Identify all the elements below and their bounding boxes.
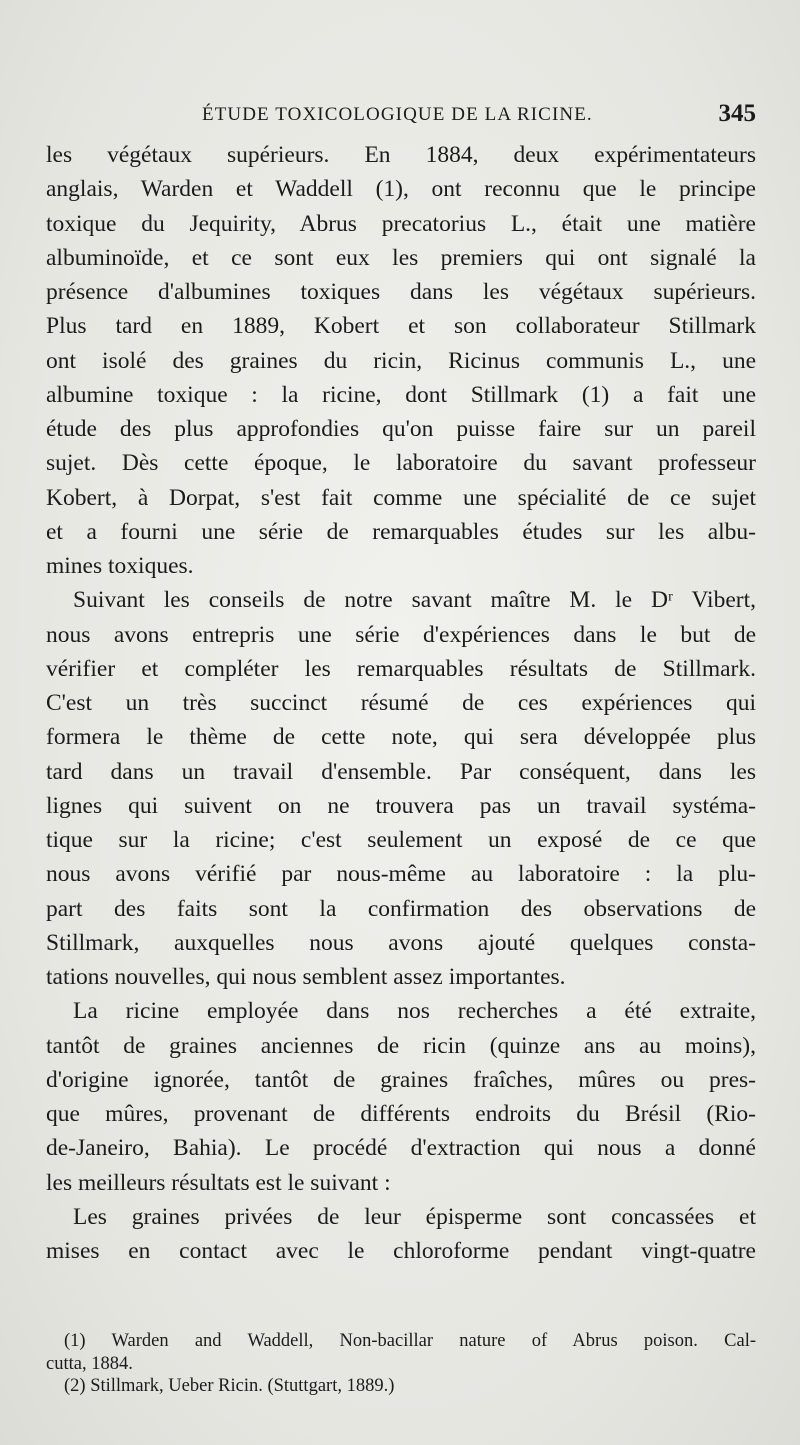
body-line: lignes qui suivent on ne trouvera pas un travail systéma-: [46, 792, 756, 819]
body-line: anglais, Warden et Waddell (1), ont reconnu que le principe: [46, 176, 756, 203]
running-head: [46, 100, 756, 132]
body-line: mines toxiques.: [46, 553, 194, 579]
body-line: les meilleurs résultats est le suivant :: [46, 1169, 391, 1196]
body-line: Kobert, à Dorpat, s'est fait comme une spécialité de ce sujet: [46, 484, 756, 511]
running-title: ÉTUDE TOXICOLOGIQUE DE LA RICINE.: [202, 104, 593, 125]
footnotes: [46, 1330, 756, 1398]
body-line: présence d'albumines toxiques dans les végétaux supérieurs.: [46, 279, 756, 305]
body-line: Suivant les conseils de notre savant maître M. le Dʳ Vibert,: [73, 587, 756, 614]
body-line: d'origine ignorée, tantôt de graines fraîches, mûres ou pres-: [46, 1066, 756, 1093]
body-line: ont isolé des graines du ricin, Ricinus communis L., une: [46, 347, 756, 374]
footnote-line: (1) Warden and Waddell, Non-bacillar nature of Abrus poison. Cal-: [64, 1331, 756, 1351]
body-line: albumine toxique : la ricine, dont Stillmark (1) a fait une: [46, 381, 756, 408]
body-line: C'est un très succinct résumé de ces expériences qui: [46, 690, 756, 716]
body-line: étude des plus approfondies qu'on puisse faire sur un pareil: [46, 416, 756, 442]
body-line: tantôt de graines anciennes de ricin (quinze ans au moins),: [46, 1032, 756, 1059]
body-line: vérifier et compléter les remarquables résultats de Stillmark.: [46, 655, 756, 682]
body-line: tard dans un travail d'ensemble. Par conséquent, dans les: [46, 758, 756, 785]
body-line: Les graines privées de leur épisperme sont concassées et: [73, 1203, 756, 1230]
body-line: tations nouvelles, qui nous semblent assez importantes.: [46, 964, 566, 990]
footnote-line: cutta, 1884.: [46, 1353, 133, 1374]
body-line: toxique du Jequirity, Abrus precatorius L., était une matière: [46, 210, 756, 237]
body-line: La ricine employée dans nos recherches a été extraite,: [73, 998, 756, 1025]
page-number: 345: [718, 100, 756, 127]
body-line: tique sur la ricine; c'est seulement un exposé de ce que: [46, 827, 756, 853]
body-line: et a fourni une série de remarquables études sur les albu-: [46, 518, 756, 545]
body-line: Plus tard en 1889, Kobert et son collaborateur Stillmark: [46, 313, 756, 340]
body-line: formera le thème de cette note, qui sera développée plus: [46, 724, 756, 751]
body-line: les végétaux supérieurs. En 1884, deux expérimentateurs: [46, 142, 756, 168]
body-line: Stillmark, auxquelles nous avons ajouté quelques consta-: [46, 929, 756, 956]
body-line: sujet. Dès cette époque, le laboratoire du savant professeur: [46, 450, 756, 477]
body-line: que mûres, provenant de différents endroits du Brésil (Rio-: [46, 1101, 756, 1127]
footnote-line: (2) Stillmark, Ueber Ricin. (Stuttgart, 1889.): [64, 1376, 395, 1396]
body-line: part des faits sont la confirmation des observations de: [46, 895, 756, 922]
body-line: albuminoïde, et ce sont eux les premiers qui ont signalé la: [46, 244, 756, 271]
body-text: [46, 138, 756, 1268]
body-line: mises en contact avec le chloroforme pendant vingt-quatre: [46, 1238, 756, 1264]
body-line: nous avons entrepris une série d'expériences dans le but de: [46, 621, 756, 648]
body-line: de-Janeiro, Bahia). Le procédé d'extraction qui nous a donné: [46, 1135, 756, 1162]
body-line: nous avons vérifié par nous-même au laboratoire : la plu-: [46, 861, 756, 888]
